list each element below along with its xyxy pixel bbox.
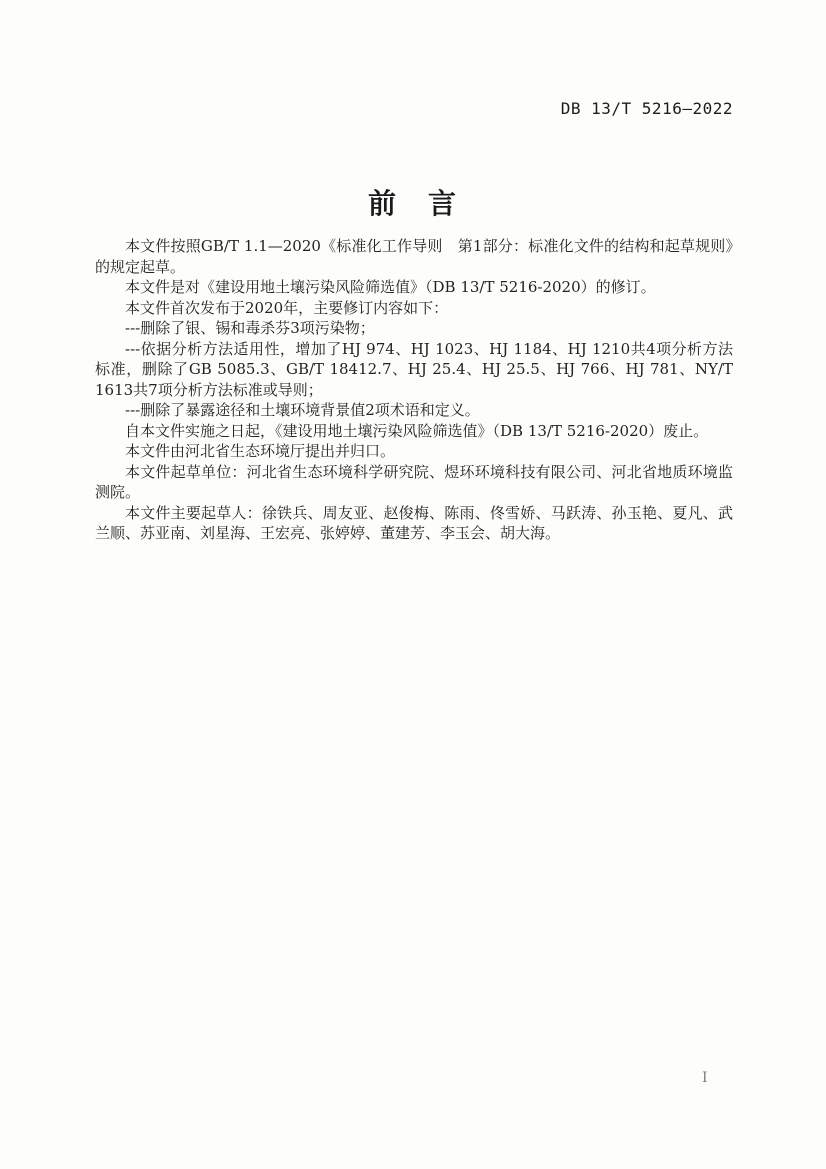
standard-number-header: DB 13/T 5216—2022	[560, 99, 733, 118]
page-number: I	[702, 1070, 708, 1086]
foreword-revision-item: ---依据分析方法适用性，增加了HJ 974、HJ 1023、HJ 1184、HJ 1210共4项分析方法标准，删除了GB 5085.3、GB/T 18412.7、HJ 25.4、HJ 25.5、HJ 766、HJ 781、NY/T 1613共7项分析方法标准或导则；	[95, 339, 733, 399]
foreword-paragraph: 自本文件实施之日起，《建设用地土壤污染风险筛选值》（DB 13/T 5216-2020）废止。	[125, 421, 709, 440]
foreword-revision-item: ---删除了银、锡和毒杀芬3项污染物；	[125, 319, 375, 337]
foreword-drafters-paragraph: 本文件主要起草人：徐铁兵、周友亚、赵俊梅、陈雨、佟雪娇、马跃涛、孙玉艳、夏凡、武兰顺、苏亚南、刘星海、王宏亮、张婷婷、董建芳、李玉会、胡大海。	[95, 503, 733, 542]
foreword-paragraph: 本文件按照GB/T 1.1—2020《标准化工作导则 第1部分：标准化文件的结构和起草规则》的规定起草。	[95, 237, 733, 276]
foreword-drafting-org-paragraph: 本文件起草单位：河北省生态环境科学研究院、煜环环境科技有限公司、河北省地质环境监测院。	[95, 462, 733, 501]
foreword-body	[95, 236, 733, 544]
foreword-revision-item: ---删除了暴露途径和土壤环境背景值2项术语和定义。	[125, 401, 480, 419]
foreword-paragraph: 本文件首次发布于2020年，主要修订内容如下：	[125, 298, 449, 317]
foreword-title: 前 言	[367, 187, 458, 220]
foreword-paragraph: 本文件是对《建设用地土壤污染风险筛选值》（DB 13/T 5216-2020）的修订。	[125, 278, 656, 296]
foreword-paragraph: 本文件由河北省生态环境厅提出并归口。	[125, 442, 396, 460]
